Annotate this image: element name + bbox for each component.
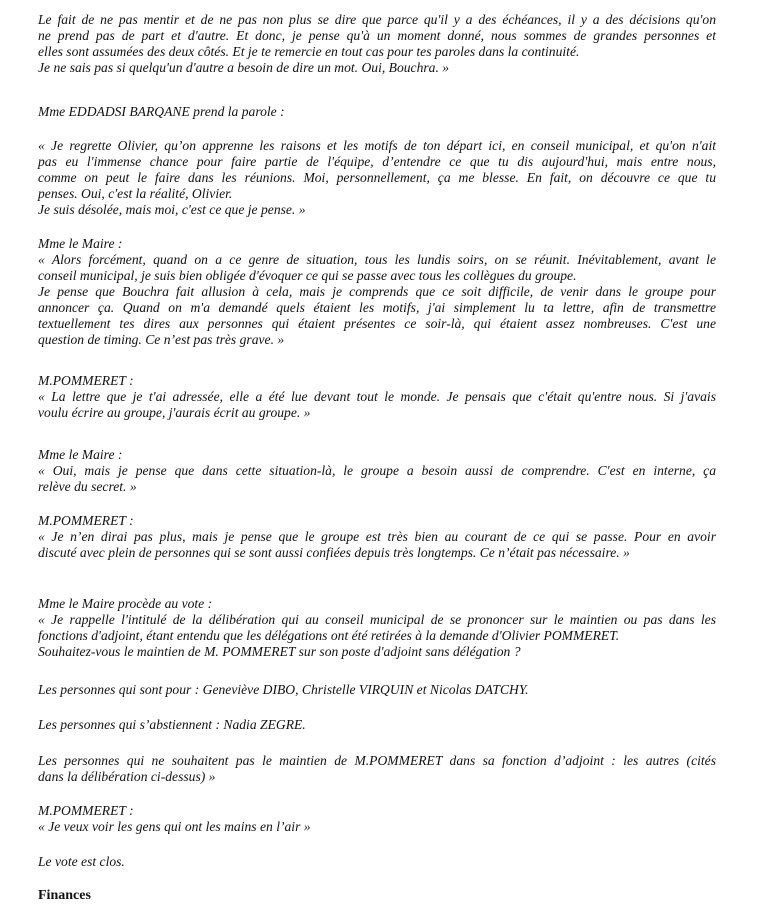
speaker-label: M.POMMERET :: [38, 513, 134, 528]
speaker-label: Mme le Maire :: [38, 236, 123, 251]
statement-maire-1: [38, 236, 716, 348]
speaker-label: Mme EDDADSI BARQANE prend la parole :: [38, 104, 285, 119]
text-line: Je suis désolée, mais moi, c'est ce que je pense. »: [38, 202, 306, 217]
text-line: Le fait de ne pas mentir et de ne pas non plus se dire que parce qu'il y a des échéances, il y a des décisions qu'on: [38, 12, 716, 27]
vote-closed: [38, 854, 716, 870]
text-line: voulu écrire au groupe, j'aurais écrit au groupe. »: [38, 405, 311, 420]
text-line: fonctions d'adjoint, étant entendu que les délégations ont été retirées à la demande d'Olivier POMMERET.: [38, 628, 620, 643]
text-line: Les personnes qui s’abstiennent : Nadia ZEGRE.: [38, 717, 306, 732]
vote-for: [38, 682, 716, 698]
text-line: ne prend pas de part et d'autre. Et donc, je pense qu'à un moment donné, nous sommes de grandes personnes et: [38, 28, 716, 43]
speaker-label: Mme le Maire procède au vote :: [38, 596, 213, 611]
text-line: textuellement tes dires aux personnes qui étaient présentes ce soir-là, qui étaient assez nombreuses. C'est une: [38, 316, 716, 331]
section-heading-finances: [38, 888, 716, 904]
vote-against: [38, 753, 716, 785]
text-line: « Oui, mais je pense que dans cette situation-là, le groupe a besoin aussi de comprendre. C'est en interne, ça: [38, 463, 716, 478]
text-line: Je pense que Bouchra fait allusion à cela, mais je comprends que ce soit difficile, de venir dans le groupe pour: [38, 284, 716, 299]
text-line: Les personnes qui sont pour : Geneviève DIBO, Christelle VIRQUIN et Nicolas DATCHY.: [38, 682, 529, 697]
vote-procedure: [38, 596, 716, 660]
text-line: conseil municipal, je suis bien obligée d'évoquer ce qui se passe avec tous les collègues du groupe.: [38, 268, 577, 283]
statement-maire-2: [38, 447, 716, 495]
text-line: Les personnes qui ne souhaitent pas le maintien de M.POMMERET dans sa fonction d’adjoint : les autres (cités: [38, 753, 716, 768]
speaker-label: M.POMMERET :: [38, 803, 134, 818]
text-line: Le vote est clos.: [38, 854, 125, 869]
speaker-label: Mme le Maire :: [38, 447, 123, 462]
text-line: « Je regrette Olivier, qu’on apprenne les raisons et les motifs de ton départ ici, en conseil municipal, et qu'on n'ait: [38, 138, 716, 153]
text-line: pas eu l'immense chance pour faire partie de l'équipe, d’entendre ce que tu dis aujourd'hui, mais entre nous,: [38, 154, 716, 169]
vote-abstain: [38, 717, 716, 733]
text-line: annoncer ça. Quand on m'a demandé quels étaient les motifs, j'ai simplement lu ta lettre, afin de transmettre: [38, 300, 716, 315]
text-line: comme on peut le faire dans les réunions. Moi, personnellement, ça me blesse. En fait, on découvre ce que tu: [38, 170, 716, 185]
text-line: discuté avec plein de personnes qui se sont aussi confiées depuis très longtemps. Ce n’était pas nécessaire. »: [38, 545, 630, 560]
statement-pommeret-3: [38, 803, 716, 835]
statement-pommeret-2: [38, 513, 716, 561]
text-line: Souhaitez-vous le maintien de M. POMMERET sur son poste d'adjoint sans délégation ?: [38, 644, 521, 659]
text-line: relève du secret. »: [38, 479, 137, 494]
text-line: question de timing. Ce n’est pas très grave. »: [38, 332, 285, 347]
text-line: « Je n’en dirai pas plus, mais je pense que le groupe est très bien au courant de ce qui se passe. Pour en avoir: [38, 529, 716, 544]
text-line: penses. Oui, c'est la réalité, Olivier.: [38, 186, 233, 201]
text-line: elles sont assumées des deux côtés. Et je te remercie en tout cas pour tes paroles dans la continuité.: [38, 44, 580, 59]
text-line: « La lettre que je t'ai adressée, elle a été lue devant tout le monde. Je pensais que c'était qu'entre nous. Si j'avais: [38, 389, 716, 404]
text-line: « Je rappelle l'intitulé de la délibération qui au conseil municipal de se prononcer sur le maintien ou pas dans les: [38, 612, 716, 627]
section-title: Finances: [38, 888, 91, 903]
text-line: « Alors forcément, quand on a ce genre de situation, tous les lundis soirs, on se réunit. Inévitablement, avant le: [38, 252, 716, 267]
paragraph-closing-remarks: [38, 12, 716, 76]
speaker-label: M.POMMERET :: [38, 373, 134, 388]
text-line: Je ne sais pas si quelqu'un d'autre a besoin de dire un mot. Oui, Bouchra. »: [38, 60, 450, 75]
text-line: dans la délibération ci-dessus) »: [38, 769, 216, 784]
text-line: « Je veux voir les gens qui ont les mains en l’air »: [38, 819, 311, 834]
statement-pommeret-1: [38, 373, 716, 421]
speaker-intro-eddadsi: [38, 104, 716, 120]
quote-eddadsi: [38, 138, 716, 218]
